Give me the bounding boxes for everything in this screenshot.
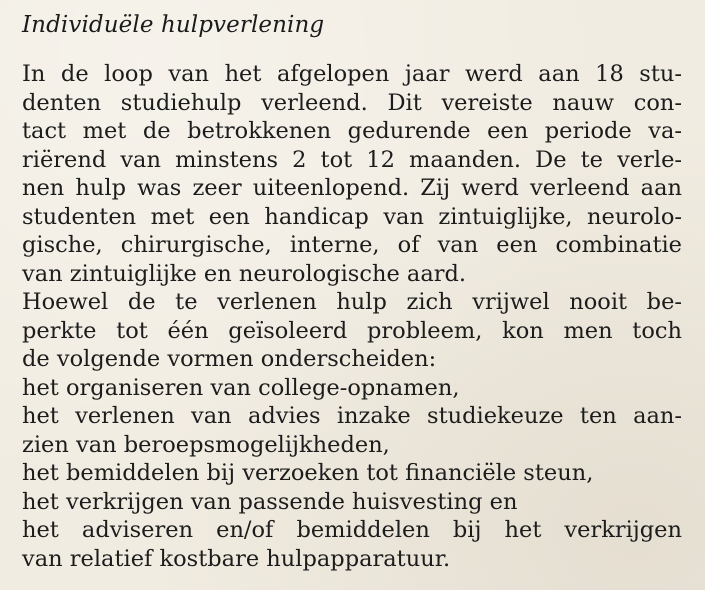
text-line: studenten met een handicap van zintuiglijke, neurolo- (22, 203, 682, 230)
text-line: denten studiehulp verleend. Dit vereiste nauw con- (22, 89, 682, 116)
text-line: Hoewel de te verlenen hulp zich vrijwel nooit be- (22, 289, 682, 315)
text-line: tact met de betrokkenen gedurende een periode va- (22, 118, 682, 144)
text-line: gische, chirurgische, interne, of van een combinatie (22, 232, 682, 258)
text-line: de volgende vormen onderscheiden: (22, 346, 437, 372)
text-line: het organiseren van college-opnamen, (22, 374, 460, 401)
text-line: perkte tot één geïsoleerd probleem, kon men toch (22, 317, 682, 344)
text-line: riërend van minstens 2 tot 12 maanden. De te verle- (22, 146, 682, 173)
text-line: het bemiddelen bij verzoeken tot financiële steun, (22, 460, 594, 486)
text-line: het adviseren en/of bemiddelen bij het verkrijgen (22, 517, 682, 543)
text-line: het verlenen van advies inzake studiekeuze ten aan- (22, 403, 682, 429)
section-heading: Individuële hulpverlening (22, 12, 325, 38)
text-line: zien van beroepsmogelijkheden, (22, 431, 390, 458)
text-line: In de loop van het afgelopen jaar werd aan 18 stu- (22, 61, 682, 87)
text-line: van relatief kostbare hulpapparatuur. (22, 545, 451, 572)
text-line: van zintuiglijke en neurologische aard. (22, 260, 467, 287)
body-paragraphs (22, 60, 682, 573)
text-line: het verkrijgen van passende huisvesting en (22, 488, 518, 515)
text-line: nen hulp was zeer uiteenlopend. Zij werd verleend aan (22, 175, 682, 201)
